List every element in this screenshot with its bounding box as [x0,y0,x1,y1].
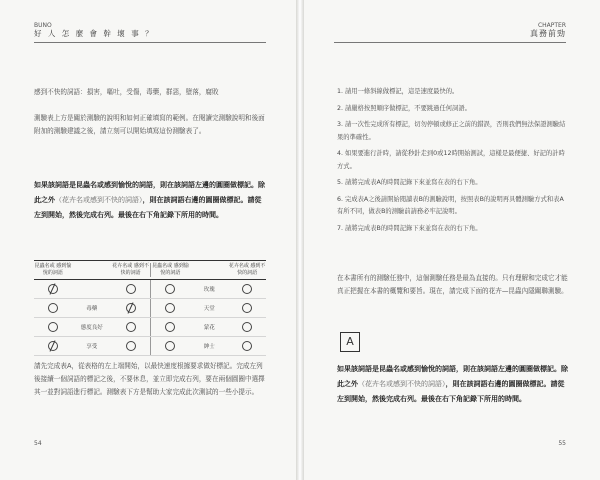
empty-circle [165,322,175,332]
bold-text: 如果該詞語是昆蟲名或感到愉悅的詞語，則在該詞語左邊的圓圈做標記。除此之外 [337,365,568,388]
empty-circle [165,284,175,294]
table-header-cell: 花卉名或 感到不快的詞語 [228,263,266,276]
table-header-cell: 昆蟲名或 感到愉悅的詞語 [152,263,189,276]
header-label: BUNO [34,22,52,29]
marked-circle [48,341,58,351]
running-head-right [530,22,566,39]
book-gutter [296,0,304,480]
right-page [304,0,600,480]
word-cell: 毒藥 [86,306,98,312]
page-number: 54 [34,440,42,447]
running-head-left [34,22,155,38]
empty-circle [126,341,136,351]
empty-circle [48,322,58,332]
bold-text-end: ，則在該詞語右邊的圓圈做標記。請從左到開始，然後完成右列。最後在右下角記錄下所用的時間。 [34,196,262,219]
empty-circle [165,303,175,313]
left-page [0,0,296,480]
header-rule [334,42,566,43]
table-row [34,299,266,318]
list-item: 5. 請將完成表A的時間記錄下來並寫在表的右下角。 [337,179,482,186]
intro-line: 感到不快的詞語：損害，嘔吐，受傷，毒藥，群惡，墮落，腐敗 [34,88,219,96]
word-cell: 玫瑰 [203,287,215,293]
list-item: 1. 請用一條斜線做標記，這是速度最快的。 [337,88,459,95]
section-badge: A [340,332,360,352]
mid-paragraph: 在本書所有的測驗任務中，這個測驗任務是最為直接的。只有理解和完成它才能真正把握在本書的概覽和要旨。現在，請完成下面的花卉—昆蟲內隱關聯測驗。 [337,274,568,295]
header-rule [34,42,266,43]
table-header [34,260,266,280]
word-cell: 天堂 [203,306,215,312]
empty-circle [126,284,136,294]
empty-circle [242,322,252,332]
table-row [34,280,266,299]
chapter-label: CHAPTER [537,22,566,29]
table-row [34,337,266,356]
tips-list [337,86,569,239]
page-number: 55 [558,440,566,447]
empty-circle [126,322,136,332]
bold-paren: （花卉名或感到不快的詞語） [358,380,446,388]
word-cell: 蒙花 [203,325,215,331]
list-item: 7. 請將完成表B的時間記錄下來並寫在表的右下角。 [337,224,482,232]
list-item: 2. 請嚴格按照順序做標記，不要跳過任何詞語。 [337,104,471,112]
table-row [34,318,266,337]
bold-instruction [337,362,569,407]
closing-paragraph: 請先完成表A，從表格的左上端開始，以最快速度根據要求做好標記。完成左列後接續一個詞語的標記之後，不要休息，並立即完成右列，要在兩個圓圈中選擇其一並對詞語進行標記。測驗表下方是幫助大家完成此次測試的一些小提示。 [34,362,265,396]
word-cell: 紳士 [203,344,215,350]
bold-text-end: ，則在該詞語右邊的圓圈做標記。請從左到開始，然後完成右列。最後在右下角記錄下所用的時間。 [337,380,565,403]
word-cell: 態度良好 [80,325,103,331]
empty-circle [242,284,252,294]
bold-text: 如果該詞語是昆蟲名或感到愉悅的詞語，則在該詞語左邊的圓圈做標記。除此之外 [34,181,265,204]
book-title: 好 人 怎 麼 會 幹 壞 事 ？ [34,29,155,39]
example-table [34,260,266,356]
bold-instruction [34,178,266,223]
word-cell: 享受 [86,344,98,350]
table-header-cell: 花卉名或 感到不快的詞語 [112,263,149,276]
empty-circle [48,303,58,313]
empty-circle [242,341,252,351]
list-item: 4. 如果要進行計時，請從秒針走到0或12時開始測試，這樣是最便捷、好記的計時方式。 [337,150,565,170]
empty-circle [165,341,175,351]
bold-paren: （花卉名或感到不快的詞語） [55,196,143,204]
chapter-title: 真務前勁 [530,29,566,39]
empty-circle [242,303,252,313]
marked-circle [126,303,136,313]
table-header-cell: 昆蟲名或 感到愉悅的詞語 [34,263,72,276]
list-item: 3. 請一次性完成所有標記，切勿停頓或修正之前的錯誤，否則我們無法保證測驗結果的準確性。 [337,121,566,141]
marked-circle [48,284,58,294]
list-item: 6. 完成表A之後請開始閱讀表B的測驗說明，按照表B的說明再具體測驗方式和表A有所不同，做表B的測驗前請務必牢記說明。 [337,195,564,215]
instruction-paragraph: 測驗表上方是關於測驗的說明和如何正確填寫的範例。在閱讀完測驗說明和後面附加的測驗建議之後，請立刻可以開始填寫這份測驗表了。 [34,114,265,135]
